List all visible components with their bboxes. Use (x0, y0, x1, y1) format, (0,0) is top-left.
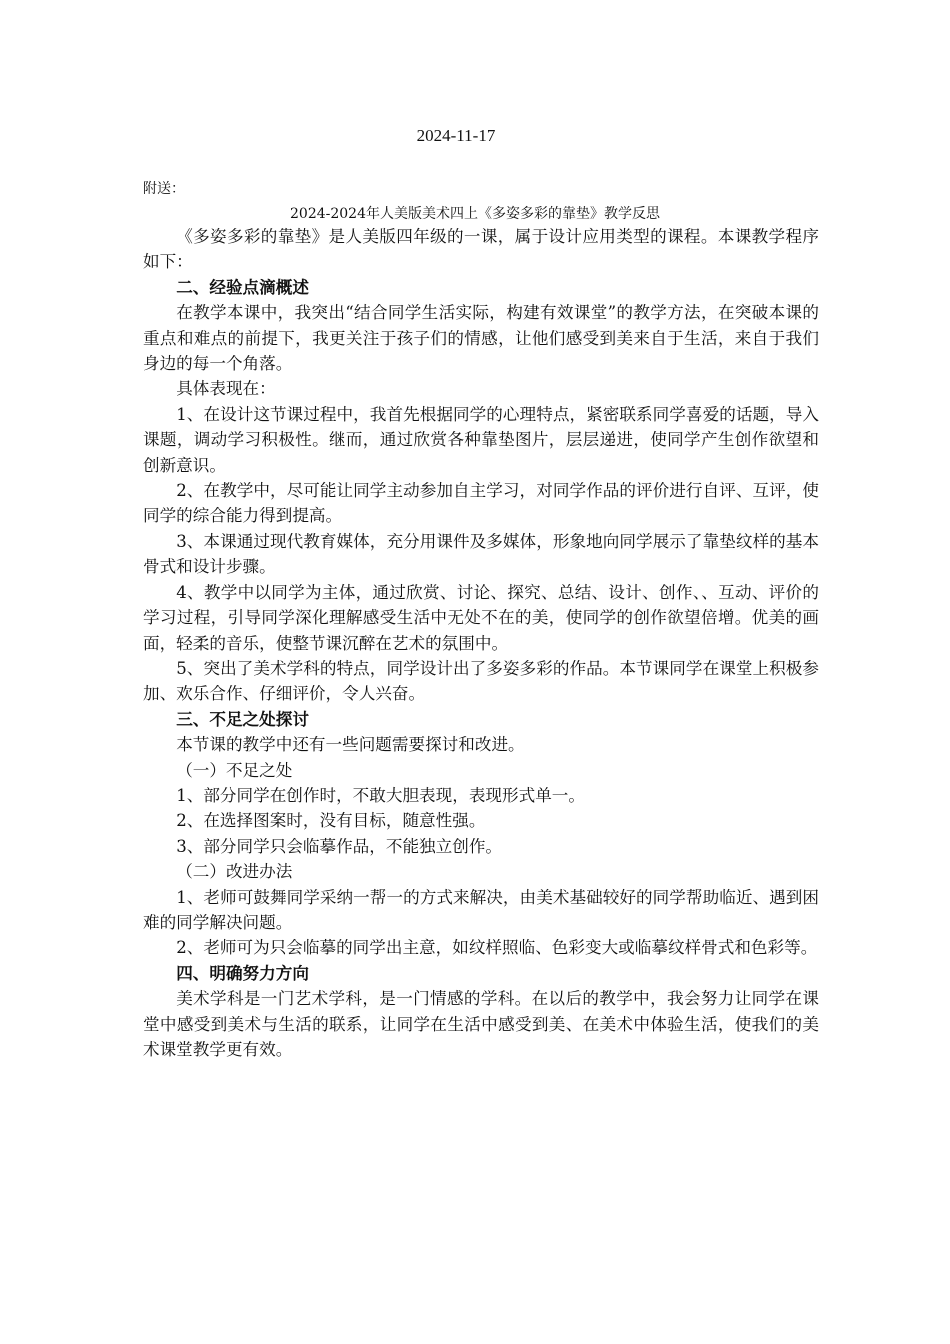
appendix-label: 附送： (143, 181, 185, 197)
list-item: 2、在教学中，尽可能让同学主动参加自主学习，对同学作品的评价进行自评、互评，使同学的综合能力得到提高。 (143, 481, 819, 526)
intro-paragraph: 《多姿多彩的靠垫》是人美版四年级的一课，属于设计应用类型的课程。本课教学程序如下： (143, 227, 819, 272)
subheading: （一）不足之处 (176, 760, 293, 780)
section-heading-shortcomings: 三、不足之处探讨 (176, 709, 309, 729)
section-heading-experience: 二、经验点滴概述 (176, 277, 309, 297)
paragraph: 本节课的教学中还有一些问题需要探讨和改进。 (176, 735, 525, 755)
document-date: 2024-11-17 (416, 126, 496, 145)
document-title: 2024-2024年人美版美术四上《多姿多彩的靠垫》教学反思 (290, 206, 660, 222)
list-item: 5、突出了美术学科的特点，同学设计出了多姿多彩的作品。本节课同学在课堂上积极参加、欢乐合作、仔细评价，令人兴奋。 (143, 658, 819, 704)
list-item: 4、教学中以同学为主体，通过欣赏、讨论、探究、总结、设计、创作、、互动、评价的学习过程，引导同学深化理解感受生活中无处不在的美，使同学的创作欲望倍增。优美的画面，轻柔的音乐，使整节课沉醉在艺术的氛围中。 (143, 582, 819, 653)
document-body (143, 224, 819, 1062)
list-item: 1、在设计这节课过程中，我首先根据同学的心理特点，紧密联系同学喜爱的话题，导入课题，调动学习积极性。继而，通过欣赏各种靠垫图片，层层递进，使同学产生创作欲望和创新意识。 (143, 404, 819, 475)
section-heading-direction: 四、明确努力方向 (176, 963, 309, 983)
paragraph: 在教学本课中，我突出“结合同学生活实际，构建有效课堂”的教学方法，在突破本课的重点和难点的前提下，我更关注于孩子们的情感，让他们感受到美来自于生活，来自于我们身边的每一个角落。 (143, 303, 819, 374)
subheading: （二）改进办法 (176, 862, 293, 882)
paragraph: 具体表现在： (176, 379, 276, 399)
list-item: 2、老师可为只会临摹的同学出主意，如纹样照临、色彩变大或临摹纹样骨式和色彩等。 (176, 938, 818, 958)
list-item: 2、在选择图案时，没有目标，随意性强。 (176, 811, 486, 831)
list-item: 3、本课通过现代教育媒体，充分用课件及多媒体，形象地向同学展示了靠垫纹样的基本骨式和设计步骤。 (143, 531, 819, 577)
paragraph: 美术学科是一门艺术学科，是一门情感的学科。在以后的教学中，我会努力让同学在课堂中感受到美术与生活的联系，让同学在生活中感受到美、在美术中体验生活，使我们的美术课堂教学更有效。 (143, 989, 819, 1059)
list-item: 1、老师可鼓舞同学采纳一帮一的方式来解决，由美术基础较好的同学帮助临近、遇到困难的同学解决问题。 (143, 887, 819, 932)
list-item: 3、部分同学只会临摹作品，不能独立创作。 (176, 836, 503, 856)
list-item: 1、部分同学在创作时，不敢大胆表现，表现形式单一。 (176, 785, 585, 805)
